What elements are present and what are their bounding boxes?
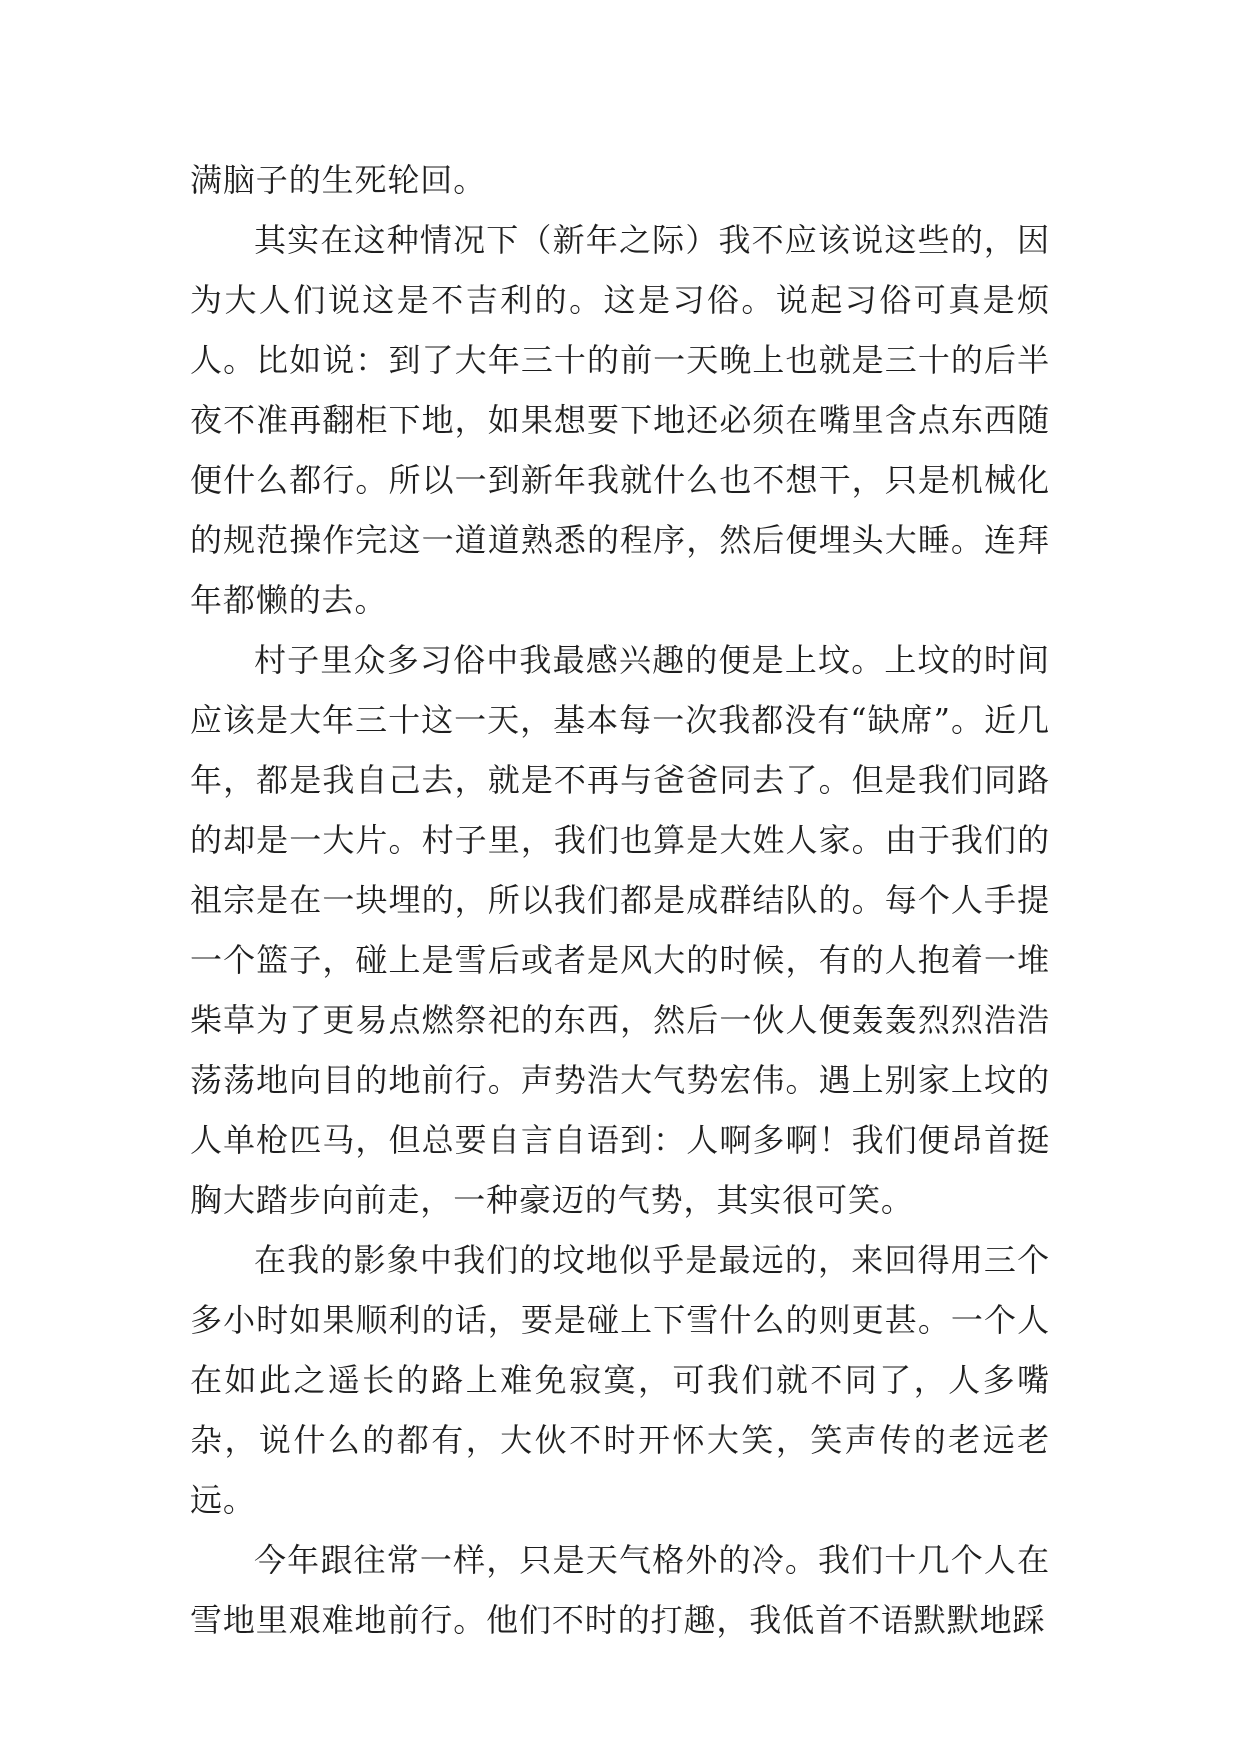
paragraph-5: 今年跟往常一样，只是天气格外的冷。我们十几个人在雪地里艰难地前行。他们不时的打趣，我低首不语默默地踩	[190, 1541, 1050, 1639]
paragraph-3: 村子里众多习俗中我最感兴趣的便是上坟。上坟的时间应该是大年三十这一天，基本每一次我都没有“缺席”。近几年，都是我自己去，就是不再与爸爸同去了。但是我们同路的却是一大片。村子里，我们也算是大姓人家。由于我们的祖宗是在一块埋的，所以我们都是成群结队的。每个人手提一个篮子，碰上是雪后或者是风大的时候，有的人抱着一堆柴草为了更易点燃祭祀的东西，然后一伙人便轰轰烈烈浩浩荡荡地向目的地前行。声势浩大气势宏伟。遇上别家上坟的人单枪匹马，但总要自言自语到：人啊多啊！我们便昂首挺胸大踏步向前走，一种豪迈的气势，其实很可笑。	[190, 641, 1050, 1219]
document-page	[190, 150, 1050, 1650]
paragraph-2: 其实在这种情况下（新年之际）我不应该说这些的，因为大人们说这是不吉利的。这是习俗。说起习俗可真是烦人。比如说：到了大年三十的前一天晚上也就是三十的后半夜不准再翻柜下地，如果想要下地还必须在嘴里含点东西随便什么都行。所以一到新年我就什么也不想干，只是机械化的规范操作完这一道道熟悉的程序，然后便埋头大睡。连拜年都懒的去。	[190, 221, 1050, 619]
paragraph-4: 在我的影象中我们的坟地似乎是最远的，来回得用三个多小时如果顺利的话，要是碰上下雪什么的则更甚。一个人在如此之遥长的路上难免寂寞，可我们就不同了，人多嘴杂，说什么的都有，大伙不时开怀大笑，笑声传的老远老远。	[190, 1241, 1050, 1519]
paragraph-1: 满脑子的生死轮回。	[190, 161, 487, 199]
